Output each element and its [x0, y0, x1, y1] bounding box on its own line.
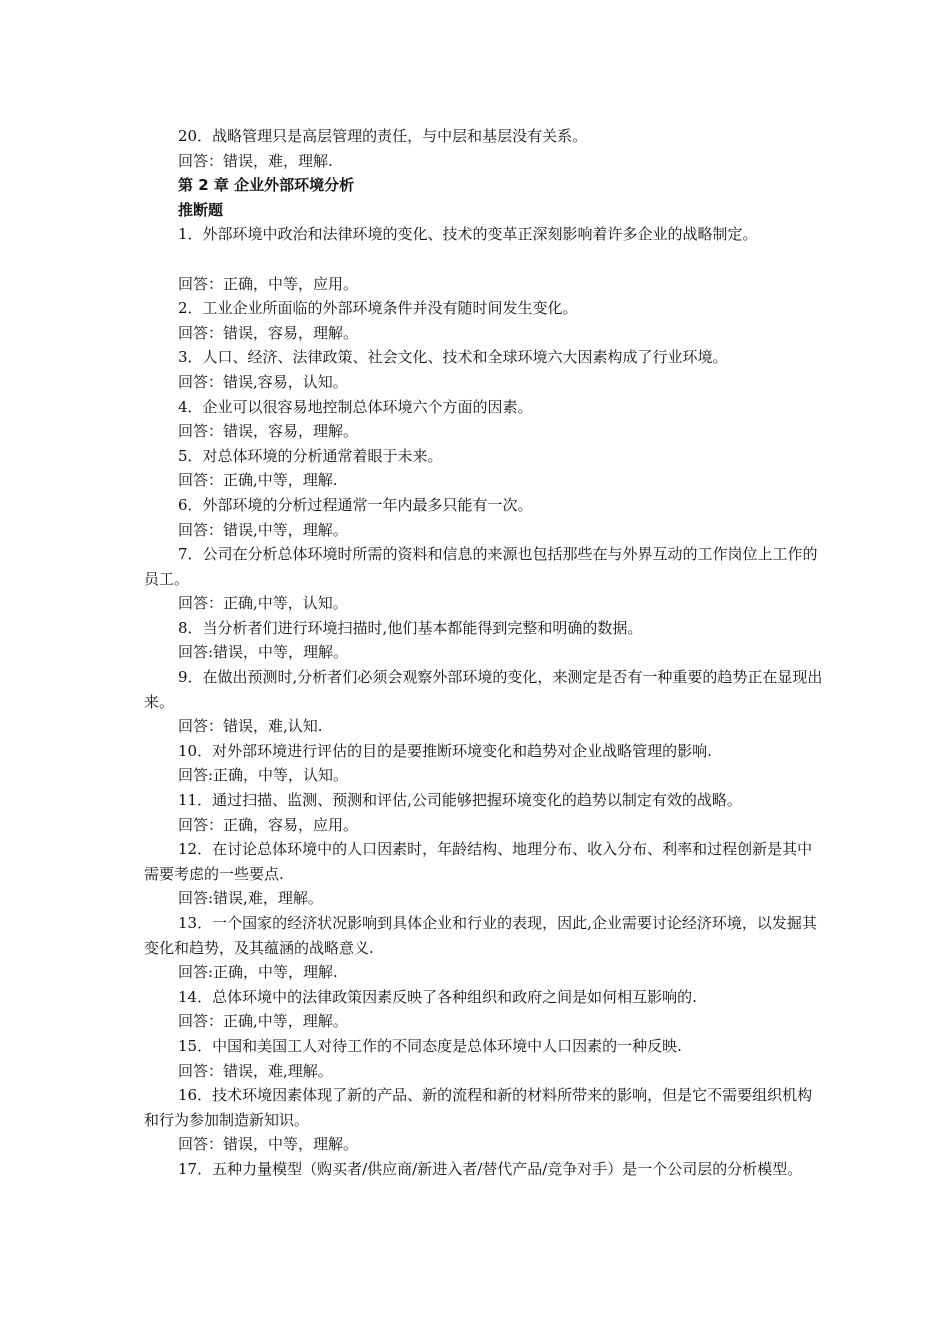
answer-12: 回答:错误,难，理解。	[178, 889, 323, 908]
question-9: 9．在做出预测时,分析者们必须会观察外部环境的变化，来测定是否有一种重要的趋势正在显现出来。	[144, 668, 823, 711]
answer-15: 回答：错误，难,理解。	[178, 1061, 333, 1080]
question-16: 16．技术环境因素体现了新的产品、新的流程和新的材料所带来的影响，但是它不需要组织机构和行为参加制造新知识。	[144, 1086, 813, 1129]
question-3: 3．人口、经济、法律政策、社会文化、技术和全球环境六大因素构成了行业环境。	[178, 348, 728, 367]
question-17: 17．五种力量模型（购买者/供应商/新进入者/替代产品/竞争对手）是一个公司层的分析模型。	[178, 1159, 803, 1178]
question-11: 11．通过扫描、监测、预测和评估,公司能够把握环境变化的趋势以制定有效的战略。	[178, 791, 742, 810]
document-page	[144, 124, 824, 1182]
question-15: 15．中国和美国工人对待工作的不同态度是总体环境中人口因素的一种反映.	[178, 1036, 682, 1055]
question-6: 6．外部环境的分析过程通常一年内最多只能有一次。	[178, 495, 533, 514]
question-2: 2．工业企业所面临的外部环境条件并没有随时间发生变化。	[178, 299, 578, 318]
question-14: 14．总体环境中的法律政策因素反映了各种组织和政府之间是如何相互影响的.	[178, 987, 697, 1006]
answer-11: 回答：正确，容易，应用。	[178, 815, 359, 834]
answer-8: 回答:错误，中等，理解。	[178, 643, 349, 662]
question-13: 13．一个国家的经济状况影响到具体企业和行业的表现，因此,企业需要讨论经济环境，以发掘其变化和趋势，及其蕴涵的战略意义.	[144, 914, 817, 957]
answer-2: 回答：错误，容易，理解。	[178, 323, 359, 342]
question-10: 10．对外部环境进行评估的目的是要推断环境变化和趋势对企业战略管理的影响.	[178, 741, 712, 760]
answer-3: 回答：错误,容易，认知。	[178, 372, 348, 391]
answer-4: 回答：错误，容易，理解。	[178, 422, 359, 441]
answer-16: 回答：错误，中等，理解。	[178, 1135, 359, 1154]
question-1: 1．外部环境中政治和法律环境的变化、技术的变革正深刻影响着许多企业的战略制定。	[178, 225, 758, 244]
question-12: 12．在讨论总体环境中的人口因素时，年龄结构、地理分布、收入分布、利率和过程创新是其中需要考虑的一些要点.	[144, 840, 813, 883]
answer-6: 回答：错误,中等，理解。	[178, 520, 348, 539]
chapter-title: 第 2 章 企业外部环境分析	[178, 176, 355, 195]
section-title: 推断题	[178, 200, 224, 219]
answer-10: 回答:正确，中等，认知。	[178, 766, 349, 785]
question-8: 8．当分析者们进行环境扫描时,他们基本都能得到完整和明确的数据。	[178, 618, 643, 637]
question-20: 20．战略管理只是高层管理的责任，与中层和基层没有关系。	[178, 127, 588, 145]
answer-20: 回答：错误，难，理解.	[178, 151, 333, 170]
answer-9: 回答：错误，难,认知.	[178, 717, 323, 736]
blank-line	[144, 247, 824, 272]
answer-7: 回答：正确,中等，认知。	[178, 594, 348, 613]
answer-14: 回答：正确,中等，理解。	[178, 1012, 348, 1031]
answer-13: 回答:正确，中等，理解.	[178, 963, 338, 982]
question-5: 5．对总体环境的分析通常着眼于未来。	[178, 446, 443, 465]
question-4: 4．企业可以很容易地控制总体环境六个方面的因素。	[178, 397, 533, 416]
question-7: 7．公司在分析总体环境时所需的资料和信息的来源也包括那些在与外界互动的工作岗位上工作的员工。	[144, 545, 818, 588]
answer-5: 回答：正确,中等，理解.	[178, 471, 338, 490]
answer-1: 回答：正确，中等，应用。	[178, 274, 359, 293]
